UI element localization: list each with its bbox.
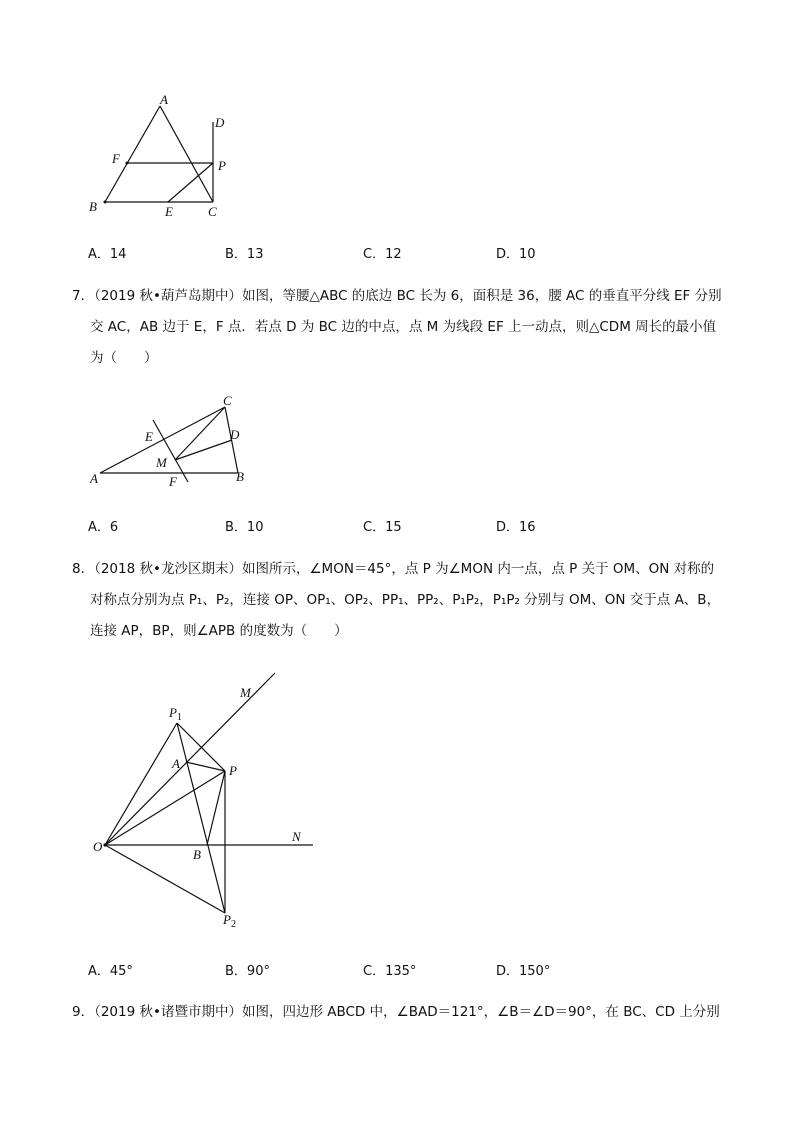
q8-line-3: 连接 AP，BP，则∠APB 的度数为（ ） <box>90 623 348 639</box>
label-p2-subscript: 2 <box>230 919 236 930</box>
segment-op1 <box>105 723 177 845</box>
label-b: B <box>89 199 97 214</box>
q9-line-1: 9．（2019 秋•诸暨市期中）如图，四边形 ABCD 中，∠BAD＝121°，∠B＝∠D＝90°，在 BC、CD 上分别 <box>72 1004 720 1020</box>
label-f: F <box>112 151 120 166</box>
label-c: C <box>208 204 217 219</box>
q8-option-b: B．90° <box>225 964 270 979</box>
label-p1 <box>168 705 182 723</box>
point-o <box>103 843 106 846</box>
segment-p1p2 <box>177 723 225 913</box>
label-p1-letter: P <box>169 705 177 720</box>
segment-bp <box>207 771 225 845</box>
label-d: D <box>230 427 240 442</box>
label-p2-letter: P <box>223 912 231 927</box>
label-p1-subscript: 1 <box>176 712 182 723</box>
q6-option-d: D．10 <box>496 247 536 262</box>
q6-option-c: C．12 <box>363 247 402 262</box>
label-p: P <box>218 158 226 173</box>
segment-op2 <box>105 845 225 913</box>
segment-cm <box>175 407 225 460</box>
label-b: B <box>193 847 201 862</box>
q6-option-a: A．14 <box>88 247 127 262</box>
segment-ep <box>168 163 213 202</box>
label-f: F <box>169 474 177 489</box>
label-o: O <box>93 839 103 854</box>
segment-op <box>105 771 225 845</box>
q8-option-d: D．150° <box>496 964 551 979</box>
label-a: A <box>172 756 180 771</box>
q7-option-b: B．10 <box>225 520 264 535</box>
label-n: N <box>292 829 301 844</box>
q6-option-b: B．13 <box>225 247 264 262</box>
question-7 <box>72 281 732 374</box>
q7-option-a: A．6 <box>88 520 119 535</box>
figure-q7 <box>80 390 260 495</box>
q7-line-1: 7．（2019 秋•葫芦岛期中）如图，等腰△ABC 的底边 BC 长为 6，面积是 36，腰 AC 的垂直平分线 EF 分别 <box>72 288 722 304</box>
label-m: M <box>240 685 251 700</box>
q8-line-2: 对称点分别为点 P₁、P₂，连接 OP、OP₁、OP₂、PP₁、PP₂、P₁P₂，P₁P₂ 分别与 OM、ON 交于点 A、B， <box>90 592 721 608</box>
label-e: E <box>145 429 153 444</box>
point-f <box>126 162 129 165</box>
label-e: E <box>165 204 173 219</box>
q7-line-3: 为（ ） <box>90 350 158 366</box>
figure-q8 <box>85 665 325 940</box>
q8-line-1: 8．（2018 秋•龙沙区期末）如图所示，∠MON＝45°，点 P 为∠MON 内一点，点 P 关于 OM、ON 对称的 <box>72 561 715 577</box>
label-c: C <box>223 393 232 408</box>
question-9 <box>72 997 732 1028</box>
label-a: A <box>160 92 168 107</box>
q8-option-c: C．135° <box>363 964 417 979</box>
figure-q6 <box>80 90 250 225</box>
q7-option-d: D．16 <box>496 520 536 535</box>
label-p2 <box>222 912 236 930</box>
segment-ap <box>186 762 225 771</box>
label-d: D <box>215 115 225 130</box>
label-a: A <box>90 471 98 486</box>
segment-md <box>175 440 232 460</box>
label-m: M <box>156 455 167 470</box>
label-p: P <box>229 763 237 778</box>
q7-line-2: 交 AC，AB 边于 E，F 点．若点 D 为 BC 边的中点，点 M 为线段 EF 上一动点，则△CDM 周长的最小值 <box>90 319 717 335</box>
point-b <box>104 201 107 204</box>
question-8 <box>72 554 732 647</box>
segment-ac <box>160 106 213 202</box>
q7-option-c: C．15 <box>363 520 402 535</box>
q8-option-a: A．45° <box>88 964 133 979</box>
label-b: B <box>236 469 244 484</box>
